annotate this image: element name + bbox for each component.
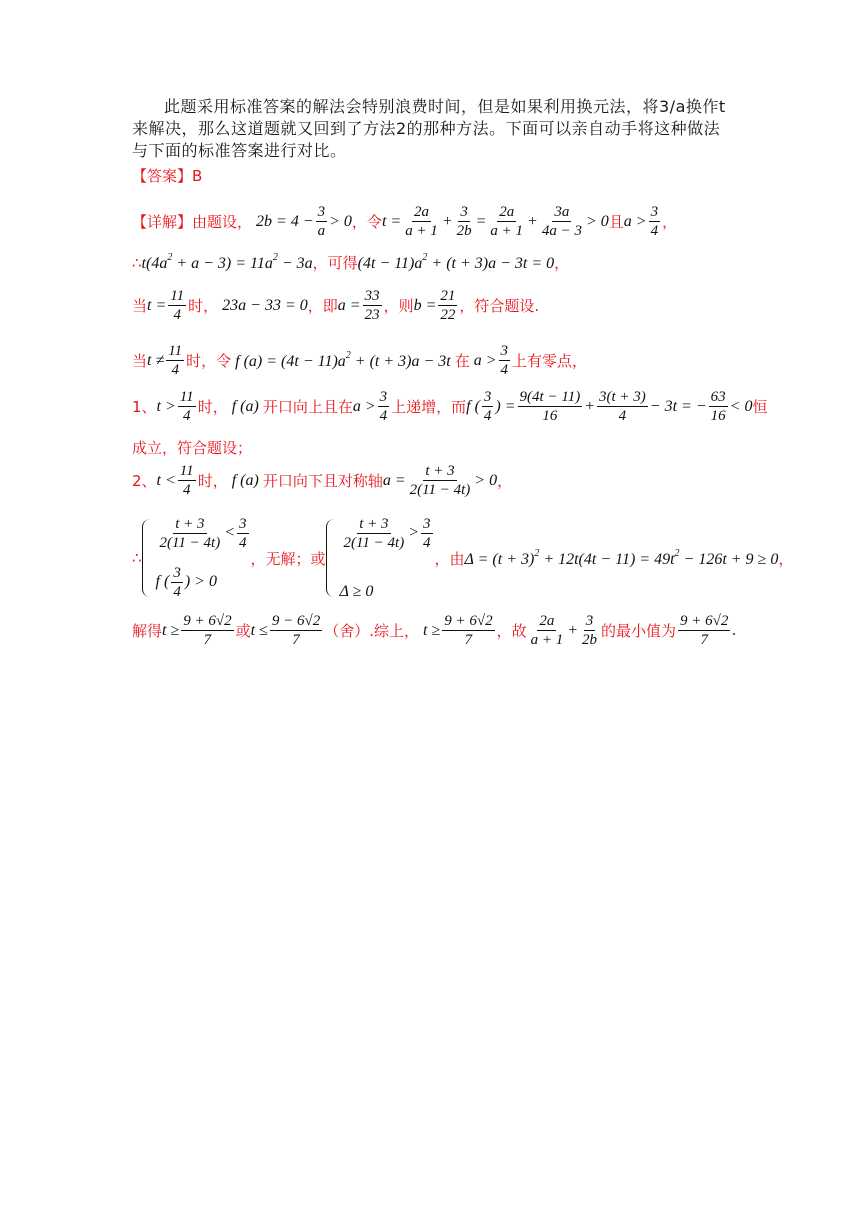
detail-line-5: 1、 t > $\frac{11}{4}$ 时， f (a) 开口向上且在 a > $\frac{3}{4}$ 上递增，而 f ( $\frac{3}{4}$ ) = $\frac{9(4t - 11)}{16}$ + $\frac{3(t + 3)}{4}$ − 3t = − $\frac{63}{16}$ < 0 恒 (132, 389, 768, 424)
detail-line-3: 当 t = $\frac{11}{4}$ 时， 23a − 33 = 0 ，即 a = $\frac{33}{23}$ ，则 b = $\frac{21}{22}$ ，符合题设. (132, 288, 540, 323)
detail-line-5b: 成立，符合题设； (132, 439, 253, 457)
detail-label: 【详解】 (132, 213, 193, 231)
detail-line-7: ∴ $\frac{t + 3}{2(11 - 4t)}$ < $\frac{3}{4}$ f ( $\frac{3}{4}$ ) > 0 ，无解；或 $\frac{t + 3}{2(11 - 4t)}$ > $\frac{3}{4}$ Δ ≥ 0 ，由 $\Delta = (t + 3)^2 + 12t(4t - 11) = 49t^2 - 126t + 9 \ge 0$ ， (132, 516, 794, 600)
intro-paragraph: 此题采用标准答案的解法会特别浪费时间，但是如果利用换元法，将3/a换作t来解决，那么这道题就又回到了方法2的那种方法。下面可以亲自动手将这种做法与下面的标准答案进行对比。 (132, 97, 726, 160)
detail-line-8: 解得 t ≥ $\frac{9 + 6√2}{7}$ 或 t ≤ $\frac{9 - 6√2}{7}$ （舍）.综上， t ≥ $\frac{9 + 6√2}{7}$ ，故 $\frac{2a}{a + 1}$ + $\frac{3}{2b}$ 的最小值为 $\frac{9 + 6√2}{7}$ . (132, 613, 737, 648)
detail-line-1: 【详解】 由题设， 2b = 4 − $\frac{3}{a}$ > 0 ，令 t = $\frac{2a}{a + 1}$ + $\frac{3}{2b}$ = $\frac{2a}{a + 1}$ + $\frac{3a}{4a - 3}$ > 0 且 a > $\frac{3}{4}$ ， (132, 204, 678, 239)
detail-line-4: 当 t ≠ $\frac{11}{4}$ 时，令 f $(a) = (4t - 11)a^2 + (t + 3)a - 3t$ 在 a > $\frac{3}{4}$ 上有零点， (132, 343, 588, 378)
detail-line-6: 2、 t < $\frac{11}{4}$ 时， f (a) 开口向下且对称轴 a = $\frac{t + 3}{2(11 - 4t)}$ > 0 ， (132, 463, 513, 498)
detail-line-2: ∴ $t(4a^2 + a - 3) = 11a^2 - 3a$ ，可得 $(4t - 11)a^2 + (t + 3)a - 3t = 0$ ， (132, 252, 570, 272)
answer-label: 【答案】B (132, 167, 203, 185)
